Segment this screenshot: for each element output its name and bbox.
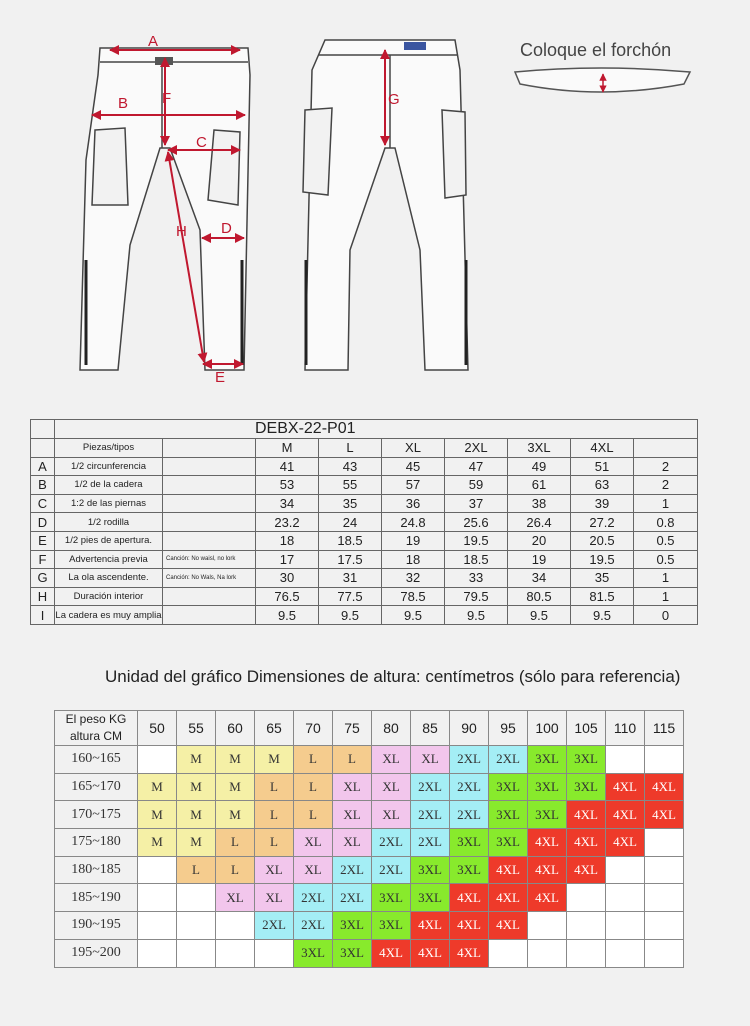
- empty-cell: [567, 912, 606, 940]
- measurement-label: Duración interior: [55, 587, 163, 606]
- measurement-label: 1/2 de la cadera: [55, 476, 163, 495]
- empty-cell: [645, 856, 684, 884]
- size-cell-m: M: [138, 801, 177, 829]
- size-cell-3xl: 3XL: [489, 801, 528, 829]
- measurement-value: 36: [382, 494, 445, 513]
- measurement-tolerance: 2: [634, 476, 698, 495]
- measurement-value: 24.8: [382, 513, 445, 532]
- size-cell-4xl: 4XL: [489, 856, 528, 884]
- measurement-comment: [163, 606, 256, 625]
- size-cell-m: M: [138, 829, 177, 857]
- size-cell-4xl: 4XL: [606, 773, 645, 801]
- height-label: 180~185: [55, 856, 138, 884]
- measurement-value: 24: [319, 513, 382, 532]
- label-c: C: [196, 134, 207, 151]
- measurement-value: 35: [319, 494, 382, 513]
- size-cell-m: M: [177, 746, 216, 774]
- measurement-value: 23.2: [256, 513, 319, 532]
- measurement-value: 27.2: [571, 513, 634, 532]
- tolerance-header: [634, 439, 698, 458]
- measurement-value: 34: [508, 569, 571, 588]
- measurement-tolerance: 1: [634, 569, 698, 588]
- weight-75: 75: [333, 711, 372, 746]
- size-cell-l: L: [216, 856, 255, 884]
- measurement-code: H: [31, 587, 55, 606]
- measurement-label: Advertencia previa: [55, 550, 163, 569]
- measurement-value: 78.5: [382, 587, 445, 606]
- height-row: [55, 912, 684, 940]
- size-cell-m: M: [216, 773, 255, 801]
- measurement-code: F: [31, 550, 55, 569]
- measurement-value: 9.5: [382, 606, 445, 625]
- measurement-value: 19: [382, 531, 445, 550]
- size-cell-4xl: 4XL: [606, 829, 645, 857]
- label-h: H: [176, 223, 187, 240]
- size-cell-4xl: 4XL: [645, 801, 684, 829]
- measurement-value: 31: [319, 569, 382, 588]
- measurement-code: A: [31, 457, 55, 476]
- empty-cell: [645, 746, 684, 774]
- empty-cell: [645, 939, 684, 967]
- label-f: F: [162, 90, 172, 107]
- height-label: 185~190: [55, 884, 138, 912]
- size-cell-2xl: 2XL: [411, 829, 450, 857]
- measurement-value: 45: [382, 457, 445, 476]
- measurement-row-d: [31, 513, 698, 532]
- label-d: D: [221, 220, 232, 237]
- size-cell-2xl: 2XL: [450, 773, 489, 801]
- empty-cell: [606, 884, 645, 912]
- measurement-value: 18.5: [319, 531, 382, 550]
- size-cell-4xl: 4XL: [450, 939, 489, 967]
- empty-cell: [138, 912, 177, 940]
- size-cell-xl: XL: [294, 829, 333, 857]
- size-header-4xl: 4XL: [571, 439, 634, 458]
- size-cell-3xl: 3XL: [333, 939, 372, 967]
- measurement-value: 59: [445, 476, 508, 495]
- measurement-value: 41: [256, 457, 319, 476]
- size-cell-4xl: 4XL: [528, 829, 567, 857]
- measurement-value: 57: [382, 476, 445, 495]
- size-cell-2xl: 2XL: [450, 746, 489, 774]
- measurement-value: 79.5: [445, 587, 508, 606]
- measurement-value: 19.5: [445, 531, 508, 550]
- measurement-comment: [163, 457, 256, 476]
- measurement-value: 9.5: [445, 606, 508, 625]
- size-cell-l: L: [333, 746, 372, 774]
- measurement-value: 9.5: [571, 606, 634, 625]
- empty-cell: [567, 884, 606, 912]
- size-cell-4xl: 4XL: [567, 829, 606, 857]
- measurement-row-h: [31, 587, 698, 606]
- size-cell-l: L: [216, 829, 255, 857]
- measurement-row-c: [31, 494, 698, 513]
- measurement-comment: [163, 476, 256, 495]
- weight-105: 105: [567, 711, 606, 746]
- size-cell-3xl: 3XL: [528, 746, 567, 774]
- weight-65: 65: [255, 711, 294, 746]
- measurement-value: 47: [445, 457, 508, 476]
- size-cell-m: M: [177, 829, 216, 857]
- size-cell-3xl: 3XL: [567, 773, 606, 801]
- size-cell-xl: XL: [216, 884, 255, 912]
- measurement-value: 9.5: [256, 606, 319, 625]
- size-cell-m: M: [138, 773, 177, 801]
- empty-cell: [489, 939, 528, 967]
- size-cell-l: L: [255, 773, 294, 801]
- measurement-comment: [163, 513, 256, 532]
- measurement-code: C: [31, 494, 55, 513]
- height-label: 165~170: [55, 773, 138, 801]
- height-row: [55, 801, 684, 829]
- size-cell-4xl: 4XL: [411, 939, 450, 967]
- label-a: A: [148, 33, 159, 50]
- size-spec-table: [30, 419, 698, 625]
- size-cell-4xl: 4XL: [411, 912, 450, 940]
- measurement-value: 19.5: [571, 550, 634, 569]
- size-header-l: L: [319, 439, 382, 458]
- measurement-value: 18: [256, 531, 319, 550]
- measurement-value: 39: [571, 494, 634, 513]
- measurement-tolerance: 0: [634, 606, 698, 625]
- weight-100: 100: [528, 711, 567, 746]
- measurement-code: I: [31, 606, 55, 625]
- weight-70: 70: [294, 711, 333, 746]
- empty-cell: [255, 939, 294, 967]
- measurement-label: 1/2 pies de apertura.: [55, 531, 163, 550]
- size-cell-2xl: 2XL: [372, 856, 411, 884]
- weight-60: 60: [216, 711, 255, 746]
- size-cell-4xl: 4XL: [528, 884, 567, 912]
- size-cell-3xl: 3XL: [450, 829, 489, 857]
- waistband-drawing: [515, 68, 690, 92]
- size-cell-2xl: 2XL: [411, 801, 450, 829]
- size-cell-4xl: 4XL: [489, 912, 528, 940]
- weight-80: 80: [372, 711, 411, 746]
- measurement-row-i: [31, 606, 698, 625]
- measurement-code: B: [31, 476, 55, 495]
- height-label: 195~200: [55, 939, 138, 967]
- measurement-value: 20.5: [571, 531, 634, 550]
- measurement-row-f: [31, 550, 698, 569]
- size-cell-3xl: 3XL: [528, 773, 567, 801]
- size-cell-2xl: 2XL: [489, 746, 528, 774]
- measurement-value: 9.5: [319, 606, 382, 625]
- measurement-value: 76.5: [256, 587, 319, 606]
- model-code: DEBX-22-P01: [55, 420, 698, 439]
- size-cell-4xl: 4XL: [372, 939, 411, 967]
- measurement-row-e: [31, 531, 698, 550]
- weight-85: 85: [411, 711, 450, 746]
- size-cell-l: L: [255, 829, 294, 857]
- size-cell-l: L: [294, 773, 333, 801]
- measurement-code: D: [31, 513, 55, 532]
- measurement-value: 20: [508, 531, 571, 550]
- label-b: B: [118, 95, 129, 112]
- empty-cell: [606, 912, 645, 940]
- height-row: [55, 939, 684, 967]
- size-cell-l: L: [255, 801, 294, 829]
- size-cell-xl: XL: [294, 856, 333, 884]
- empty-cell: [645, 829, 684, 857]
- size-cell-xl: XL: [255, 856, 294, 884]
- measurement-value: 81.5: [571, 587, 634, 606]
- measurement-value: 25.6: [445, 513, 508, 532]
- empty-cell: [177, 912, 216, 940]
- measurement-value: 80.5: [508, 587, 571, 606]
- size-cell-m: M: [177, 773, 216, 801]
- measurement-value: 77.5: [319, 587, 382, 606]
- measurement-tolerance: 0.5: [634, 531, 698, 550]
- measurement-value: 49: [508, 457, 571, 476]
- measurement-comment: [163, 531, 256, 550]
- size-cell-xl: XL: [372, 746, 411, 774]
- height-row: [55, 856, 684, 884]
- size-cell-4xl: 4XL: [450, 884, 489, 912]
- measurement-row-a: [31, 457, 698, 476]
- chart-caption: Unidad del gráfico Dimensiones de altura: centímetros (sólo para referencia): [105, 667, 681, 686]
- size-cell-3xl: 3XL: [411, 856, 450, 884]
- weight-header-row: [55, 711, 684, 746]
- size-cell-4xl: 4XL: [567, 801, 606, 829]
- weight-55: 55: [177, 711, 216, 746]
- measurement-code: E: [31, 531, 55, 550]
- measurement-value: 34: [256, 494, 319, 513]
- empty-cell: [138, 856, 177, 884]
- measurement-value: 55: [319, 476, 382, 495]
- size-cell-3xl: 3XL: [450, 856, 489, 884]
- size-cell-4xl: 4XL: [450, 912, 489, 940]
- size-cell-xl: XL: [333, 801, 372, 829]
- empty-cell: [216, 939, 255, 967]
- header-label: Piezas/tipos: [55, 439, 163, 458]
- measurement-value: 33: [445, 569, 508, 588]
- weight-height-chart: [54, 710, 684, 968]
- weight-95: 95: [489, 711, 528, 746]
- label-g: G: [388, 91, 400, 108]
- empty-cell: [606, 746, 645, 774]
- chart-corner-label: El peso KG altura CM: [55, 711, 138, 746]
- measurement-label: 1:2 de las piernas: [55, 494, 163, 513]
- size-cell-xl: XL: [372, 773, 411, 801]
- measurement-value: 18.5: [445, 550, 508, 569]
- measurement-value: 61: [508, 476, 571, 495]
- waistband-tip: Coloque el forchón: [520, 40, 672, 60]
- size-cell-m: M: [216, 801, 255, 829]
- size-cell-2xl: 2XL: [333, 884, 372, 912]
- empty-cell: [606, 856, 645, 884]
- size-cell-4xl: 4XL: [528, 856, 567, 884]
- size-cell-2xl: 2XL: [411, 773, 450, 801]
- size-cell-3xl: 3XL: [411, 884, 450, 912]
- measurement-tolerance: 2: [634, 457, 698, 476]
- size-cell-xl: XL: [333, 829, 372, 857]
- size-cell-3xl: 3XL: [567, 746, 606, 774]
- measurement-label: La cadera es muy amplia: [55, 606, 163, 625]
- size-header-row: [31, 439, 698, 458]
- size-cell-m: M: [216, 746, 255, 774]
- weight-50: 50: [138, 711, 177, 746]
- size-cell-m: M: [255, 746, 294, 774]
- empty-cell: [645, 884, 684, 912]
- measurement-value: 9.5: [508, 606, 571, 625]
- measurement-label: 1/2 rodilla: [55, 513, 163, 532]
- measurement-row-g: [31, 569, 698, 588]
- measurement-value: 53: [256, 476, 319, 495]
- size-cell-l: L: [294, 746, 333, 774]
- height-label: 190~195: [55, 912, 138, 940]
- empty-cell: [645, 912, 684, 940]
- measurement-comment: [163, 494, 256, 513]
- size-cell-2xl: 2XL: [450, 801, 489, 829]
- size-header-m: M: [256, 439, 319, 458]
- empty-cell: [567, 939, 606, 967]
- weight-110: 110: [606, 711, 645, 746]
- size-cell-m: M: [177, 801, 216, 829]
- size-header-3xl: 3XL: [508, 439, 571, 458]
- measurement-code: G: [31, 569, 55, 588]
- size-header-2xl: 2XL: [445, 439, 508, 458]
- height-row: [55, 829, 684, 857]
- measurement-value: 63: [571, 476, 634, 495]
- measurement-tolerance: 1: [634, 494, 698, 513]
- height-row: [55, 773, 684, 801]
- empty-cell: [216, 912, 255, 940]
- measurement-value: 17.5: [319, 550, 382, 569]
- size-cell-3xl: 3XL: [372, 912, 411, 940]
- size-cell-2xl: 2XL: [255, 912, 294, 940]
- table-corner: [31, 420, 55, 439]
- size-cell-xl: XL: [255, 884, 294, 912]
- measurement-value: 26.4: [508, 513, 571, 532]
- measurement-value: 30: [256, 569, 319, 588]
- size-cell-3xl: 3XL: [528, 801, 567, 829]
- size-cell-2xl: 2XL: [333, 856, 372, 884]
- measurement-tolerance: 1: [634, 587, 698, 606]
- size-cell-2xl: 2XL: [294, 912, 333, 940]
- size-cell-3xl: 3XL: [294, 939, 333, 967]
- size-cell-3xl: 3XL: [489, 773, 528, 801]
- label-e: E: [215, 369, 226, 386]
- measurement-label: La ola ascendente.: [55, 569, 163, 588]
- empty-cell: [138, 746, 177, 774]
- empty-cell: [138, 939, 177, 967]
- size-header-xl: XL: [382, 439, 445, 458]
- size-cell-xl: XL: [372, 801, 411, 829]
- size-cell-4xl: 4XL: [489, 884, 528, 912]
- size-cell-3xl: 3XL: [489, 829, 528, 857]
- measurement-value: 17: [256, 550, 319, 569]
- size-cell-4xl: 4XL: [567, 856, 606, 884]
- measurement-tolerance: 0.5: [634, 550, 698, 569]
- measurement-row-b: [31, 476, 698, 495]
- measurement-tolerance: 0.8: [634, 513, 698, 532]
- height-row: [55, 884, 684, 912]
- height-row: [55, 746, 684, 774]
- measurement-comment: Canción: No waisl, no lork: [163, 550, 256, 569]
- empty-cell: [138, 884, 177, 912]
- measurement-value: 19: [508, 550, 571, 569]
- measurement-value: 37: [445, 494, 508, 513]
- empty-cell: [528, 939, 567, 967]
- size-cell-2xl: 2XL: [294, 884, 333, 912]
- measurement-value: 35: [571, 569, 634, 588]
- size-cell-xl: XL: [333, 773, 372, 801]
- size-cell-4xl: 4XL: [606, 801, 645, 829]
- measurement-value: 38: [508, 494, 571, 513]
- empty-cell: [606, 939, 645, 967]
- measurement-comment: Canción: No Wals, Na lork: [163, 569, 256, 588]
- measurement-label: 1/2 circunferencia: [55, 457, 163, 476]
- height-label: 170~175: [55, 801, 138, 829]
- height-label: 175~180: [55, 829, 138, 857]
- size-cell-3xl: 3XL: [333, 912, 372, 940]
- empty-cell: [528, 912, 567, 940]
- empty-cell: [177, 939, 216, 967]
- weight-115: 115: [645, 711, 684, 746]
- height-label: 160~165: [55, 746, 138, 774]
- weight-90: 90: [450, 711, 489, 746]
- measurement-value: 32: [382, 569, 445, 588]
- size-cell-3xl: 3XL: [372, 884, 411, 912]
- measurement-value: 18: [382, 550, 445, 569]
- size-cell-4xl: 4XL: [645, 773, 684, 801]
- size-cell-l: L: [294, 801, 333, 829]
- measurement-value: 43: [319, 457, 382, 476]
- size-cell-2xl: 2XL: [372, 829, 411, 857]
- size-cell-l: L: [177, 856, 216, 884]
- measurement-comment: [163, 587, 256, 606]
- measurement-value: 51: [571, 457, 634, 476]
- size-cell-xl: XL: [411, 746, 450, 774]
- empty-cell: [177, 884, 216, 912]
